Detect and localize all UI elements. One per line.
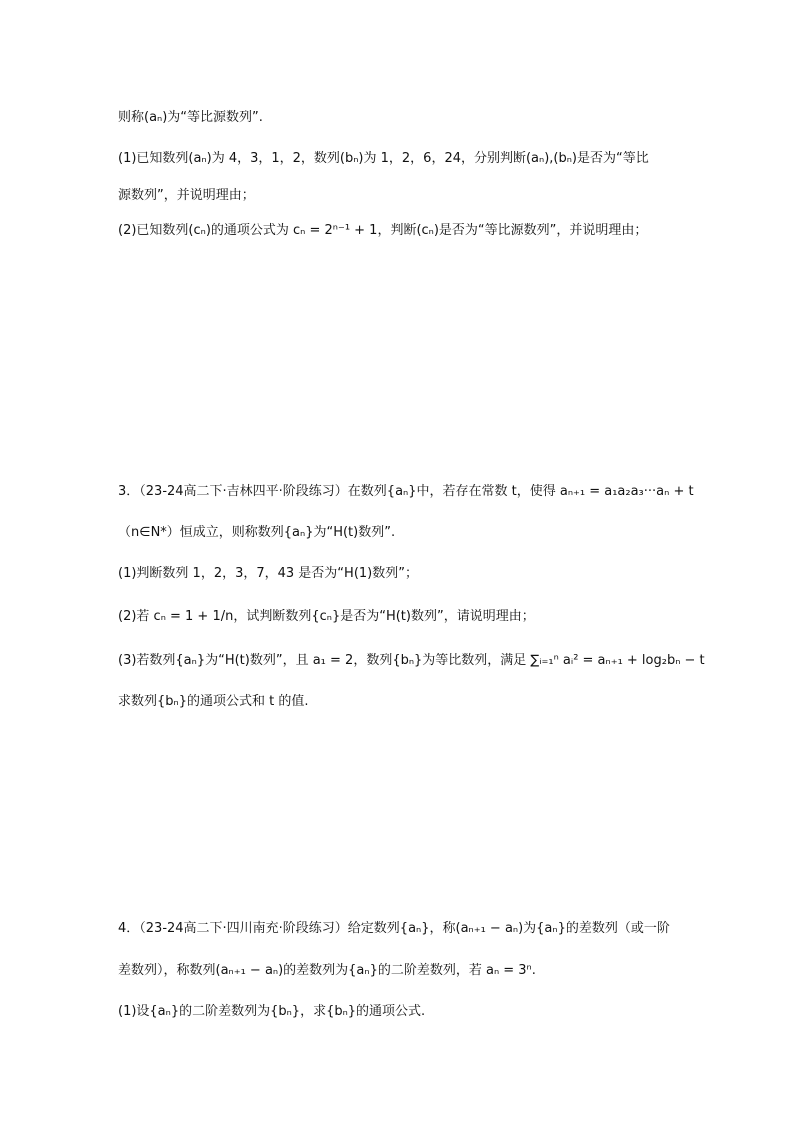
p3-part2: (2)若 cₙ = 1 + 1/n，试判断数列{cₙ}是否为“H(t)数列”，请说明理由； [118, 609, 535, 624]
p3-condition: （n∈N*）恒成立，则称数列{aₙ}为“H(t)数列”. [118, 525, 396, 540]
p3-part3-line1: (3)若数列{aₙ}为“H(t)数列”，且 a₁ = 2，数列{bₙ}为等比数列，满足 ∑ᵢ₌₁ⁿ aᵢ² = aₙ₊₁ + log₂bₙ − t [118, 653, 705, 668]
p4-part1: (1)设{aₙ}的二阶差数列为{bₙ}，求{bₙ}的通项公式. [118, 1004, 426, 1019]
p4-header: 4．（23-24高二下·四川南充·阶段练习）给定数列{aₙ}，称(aₙ₊₁ − aₙ)为{aₙ}的差数列（或一阶 [118, 921, 670, 936]
p3-part3-line2: 求数列{bₙ}的通项公式和 t 的值. [118, 694, 309, 709]
p2-part1-line1: (1)已知数列(aₙ)为 4，3，1，2，数列(bₙ)为 1，2，6，24，分别判断(aₙ),(bₙ)是否为“等比 [118, 151, 649, 166]
p3-header: 3．（23-24高二下·吉林四平·阶段练习）在数列{aₙ}中，若存在常数 t，使得 aₙ₊₁ = a₁a₂a₃···aₙ + t [118, 484, 694, 499]
p2-part1-line2: 源数列”，并说明理由； [118, 188, 255, 203]
p2-intro: 则称(aₙ)为“等比源数列”. [118, 110, 263, 125]
p4-continuation: 差数列），称数列(aₙ₊₁ − aₙ)的差数列为{aₙ}的二阶差数列，若 aₙ = 3ⁿ. [118, 963, 536, 978]
p2-part2: (2)已知数列(cₙ)的通项公式为 cₙ = 2ⁿ⁻¹ + 1，判断(cₙ)是否为“等比源数列”，并说明理由； [118, 223, 648, 238]
p3-part1: (1)判断数列 1，2，3，7，43 是否为“H(1)数列”； [118, 566, 418, 581]
